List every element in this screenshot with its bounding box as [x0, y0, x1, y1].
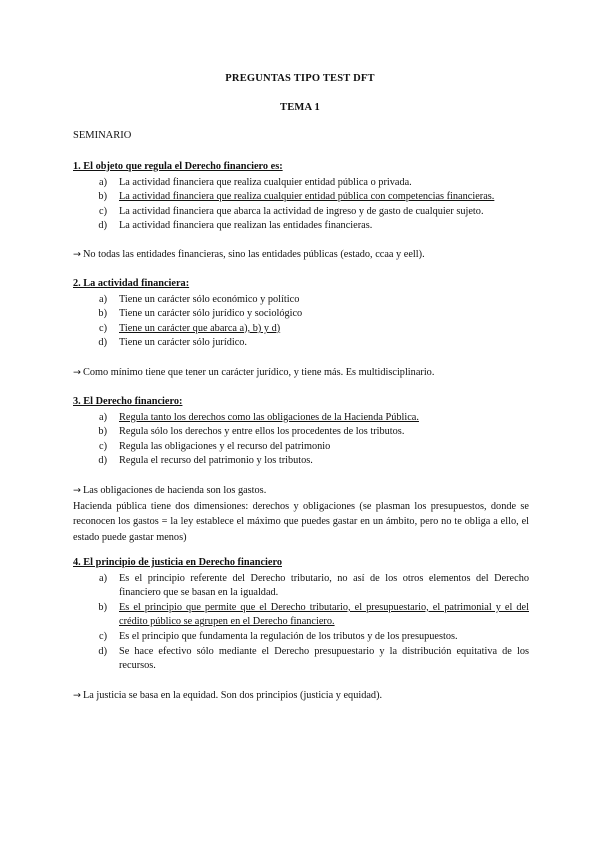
question-3: [73, 395, 529, 469]
option-letter: d): [98, 337, 107, 349]
correct-option-text: Regula tanto los derechos como las obligaciones de la Hacienda Pública.: [119, 411, 419, 423]
option-b: [73, 425, 529, 440]
option-text: Regula las obligaciones y el recurso del patrimonio: [119, 440, 331, 452]
note-text: No todas las entidades financieras, sino las entidades públicas (estado, ccaa y eell).: [82, 249, 425, 260]
option-letter: b): [98, 426, 107, 438]
correct-option-text: Tiene un carácter que abarca a), b) y d): [119, 322, 281, 334]
option-d: [73, 454, 529, 469]
question-2: [73, 277, 529, 351]
answer-note-4: [73, 689, 529, 704]
option-text: Tiene un carácter sólo económico y político: [119, 293, 300, 305]
option-letter: a): [99, 176, 107, 188]
question-4: [73, 556, 529, 674]
option-letter: c): [99, 322, 107, 334]
option-letter: d): [98, 455, 107, 467]
question-title: 2. La actividad financiera:: [73, 278, 190, 289]
option-letter: c): [99, 630, 107, 642]
note-text: Las obligaciones de hacienda son los gastos.: [82, 485, 267, 496]
option-a: [73, 176, 529, 191]
arrow-icon: →: [73, 485, 81, 496]
option-text: Se hace efectivo sólo mediante el Derecho presupuestario y la distribución equitativa de los recursos.: [119, 645, 529, 672]
option-a: [73, 411, 529, 426]
question-title: 4. El principio de justicia en Derecho financiero: [73, 557, 282, 568]
arrow-icon: →: [73, 367, 81, 378]
answer-note-2: [73, 366, 529, 381]
option-letter: b): [98, 601, 107, 613]
option-c: [73, 630, 529, 645]
option-letter: c): [99, 440, 107, 452]
option-a: [73, 572, 529, 601]
option-letter: d): [98, 645, 107, 657]
tema-heading: TEMA 1: [280, 102, 320, 113]
arrow-icon: →: [73, 249, 81, 260]
option-text: Regula el recurso del patrimonio y los tributos.: [119, 455, 313, 467]
option-text: Es el principio referente del Derecho tributario, no así de los otros elementos del Derecho financiero que se basan en la igualdad.: [119, 572, 529, 599]
section-heading: SEMINARIO: [73, 130, 132, 141]
option-text: Tiene un carácter sólo jurídico.: [119, 337, 248, 349]
note-text: La justicia se basa en la equidad. Son dos principios (justicia y equidad).: [82, 690, 383, 701]
option-text: Tiene un carácter sólo jurídico y sociológico: [119, 308, 303, 320]
option-letter: b): [98, 191, 107, 203]
option-text: La actividad financiera que realizan las entidades financieras.: [119, 220, 373, 232]
option-text: La actividad financiera que abarca la actividad de ingreso y de gasto de cualquier sujeto.: [119, 205, 484, 217]
option-letter: a): [99, 411, 107, 423]
option-b: [73, 307, 529, 322]
answer-note-1: [73, 248, 529, 263]
option-letter: b): [98, 308, 107, 320]
option-a: [73, 293, 529, 308]
option-c: [73, 440, 529, 455]
question-title: 3. El Derecho financiero:: [73, 396, 183, 407]
option-d: [73, 219, 529, 234]
correct-option-text: Es el principio que permite que el Derecho tributario, el presupuestario, el patrimonial y el del crédito público se agrupen en el Derecho financiero.: [119, 601, 529, 628]
note-extra-text: Hacienda pública tiene dos dimensiones: derechos y obligaciones (se plasman los presupuestos, donde se reconocen los gastos = la ley establece el máximo que puedes gastar en un ámbito, pero no te obliga a ello, el estado puede gastar menos): [73, 500, 529, 543]
question-title: 1. El objeto que regula el Derecho financiero es:: [73, 161, 283, 172]
option-letter: a): [99, 572, 107, 584]
option-b: [73, 601, 529, 630]
answer-note-3: [73, 484, 529, 545]
option-text: Es el principio que fundamenta la regulación de los tributos y de los presupuestos.: [119, 630, 458, 642]
option-letter: a): [99, 293, 107, 305]
option-b: [73, 190, 529, 205]
option-letter: c): [99, 205, 107, 217]
question-1: [73, 160, 529, 234]
option-d: [73, 336, 529, 351]
arrow-icon: →: [73, 690, 81, 701]
option-text: La actividad financiera que realiza cualquier entidad pública o privada.: [119, 176, 412, 188]
note-text: Como mínimo tiene que tener un carácter jurídico, y tiene más. Es multidisciplinario.: [82, 367, 435, 378]
correct-option-text: La actividad financiera que realiza cualquier entidad pública con competencias financieras.: [119, 191, 495, 203]
document-title: PREGUNTAS TIPO TEST DFT: [225, 73, 375, 84]
option-text: Regula sólo los derechos y entre ellos los procedentes de los tributos.: [119, 426, 405, 438]
option-c: [73, 205, 529, 220]
option-letter: d): [98, 220, 107, 232]
option-c: [73, 322, 529, 337]
option-d: [73, 645, 529, 674]
